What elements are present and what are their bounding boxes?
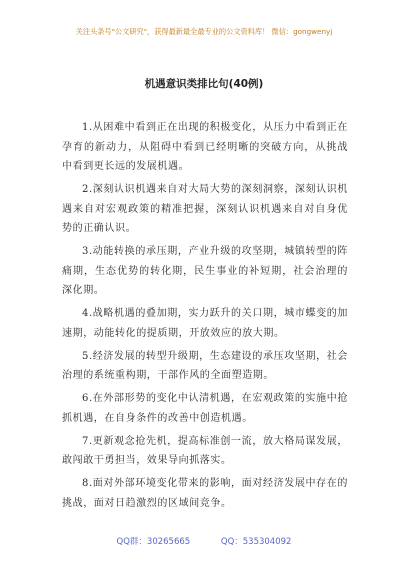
- paragraph: 3.动能转换的承压期，产业升级的攻坚期，城镇转型的阵痛期，生态优势的转化期，民生事业的补短期，社会治理的深化期。: [62, 246, 348, 296]
- footer-qq: QQ：535304092: [220, 537, 292, 547]
- document-body: [62, 118, 348, 517]
- paragraph: 8.面对外部环境变化带来的影响，面对经济发展中存在的挑战，面对日趋激烈的区域间竞争。: [62, 478, 348, 509]
- paragraph: 5.经济发展的转型升级期，生态建设的承压攻坚期，社会治理的系统重构期，干部作风的全面塑造期。: [62, 350, 348, 381]
- document-title: 机遇意识类排比句(40例): [144, 78, 264, 90]
- paragraph: 2.深刻认识机遇来自对大局大势的深刻洞察，深刻认识机遇来自对宏观政策的精准把握，深刻认识机遇来自对自身优势的正确认识。: [62, 184, 348, 234]
- paragraph: 6.在外部形势的变化中认清机遇，在宏观政策的实施中抢抓机遇，在自身条件的改善中创造机遇。: [62, 393, 348, 424]
- paragraph: 4.战略机遇的叠加期，实力跃升的关口期，城市蝶变的加速期，动能转化的提质期，开放效应的放大期。: [62, 308, 348, 339]
- footer-qq-group: QQ群：30265665: [116, 537, 191, 547]
- footer: [0, 535, 408, 547]
- paragraph: 7.更新观念抢先机，提高标准创一流，放大格局谋发展，敢闯敢干勇担当，效果导向抓落实。: [62, 435, 348, 466]
- header-note: 关注头条号"公文研究"，获得最新最全最专业的公文资料库！ 微信：gongwenyj: [75, 27, 333, 36]
- paragraph: 1.从困难中看到正在出现的积极变化，从压力中看到正在孕育的新动力，从阻碍中看到已经明晰的突破方向，从挑战中看到更长远的发展机遇。: [62, 122, 348, 172]
